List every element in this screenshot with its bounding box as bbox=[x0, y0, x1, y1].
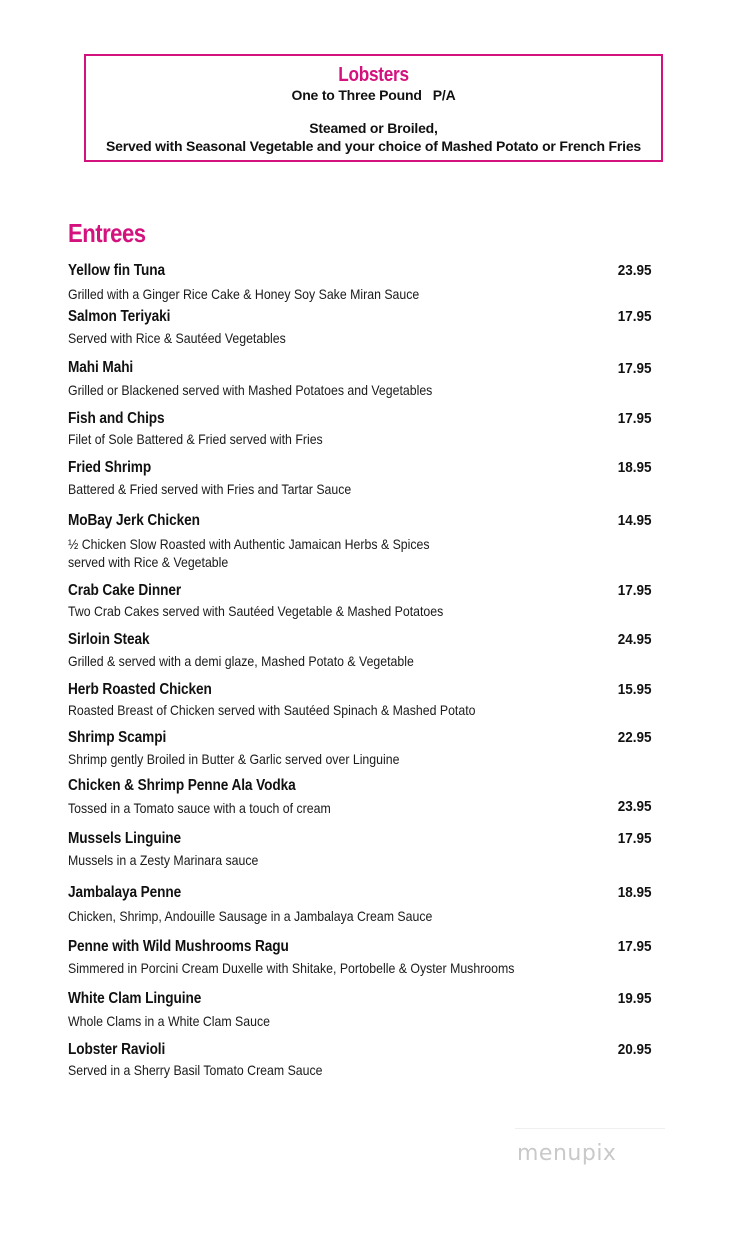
item-description: Grilled with a Ginger Rice Cake & Honey Soy Sake Miran Sauce bbox=[68, 286, 420, 302]
item-price: 17.95 bbox=[618, 830, 652, 847]
item-description: ½ Chicken Slow Roasted with Authentic Jamaican Herbs & Spices bbox=[68, 536, 430, 552]
item-description: Shrimp gently Broiled in Butter & Garlic served over Linguine bbox=[68, 751, 400, 767]
item-description: Filet of Sole Battered & Fried served with Fries bbox=[68, 431, 323, 447]
item-name: Mahi Mahi bbox=[68, 359, 134, 376]
item-price: 24.95 bbox=[618, 631, 652, 648]
item-description: Served in a Sherry Basil Tomato Cream Sauce bbox=[68, 1062, 323, 1078]
item-description: Tossed in a Tomato sauce with a touch of cream bbox=[68, 800, 331, 816]
lobster-special-box bbox=[84, 54, 663, 162]
item-description: Grilled or Blackened served with Mashed Potatoes and Vegetables bbox=[68, 382, 433, 398]
item-name: Fried Shrimp bbox=[68, 459, 152, 476]
item-description-line-2: served with Rice & Vegetable bbox=[68, 554, 229, 570]
item-name: White Clam Linguine bbox=[68, 990, 202, 1007]
item-price: 17.95 bbox=[618, 308, 652, 325]
item-price: 17.95 bbox=[618, 938, 652, 955]
lobster-title: Lobsters bbox=[338, 64, 409, 86]
item-description: Whole Clams in a White Clam Sauce bbox=[68, 1013, 270, 1029]
lobster-prep-line-1: Steamed or Broiled, bbox=[309, 120, 438, 136]
item-description: Battered & Fried served with Fries and Tartar Sauce bbox=[68, 481, 352, 497]
item-price: 19.95 bbox=[618, 990, 652, 1007]
item-price: 23.95 bbox=[618, 798, 652, 815]
item-price: 15.95 bbox=[618, 681, 652, 698]
item-price: 18.95 bbox=[618, 884, 652, 901]
item-price: 17.95 bbox=[618, 410, 652, 427]
item-name: Yellow fin Tuna bbox=[68, 262, 165, 279]
item-name: Salmon Teriyaki bbox=[68, 308, 171, 325]
item-description: Served with Rice & Sautéed Vegetables bbox=[68, 330, 286, 346]
item-name: Sirloin Steak bbox=[68, 631, 150, 648]
item-price: 14.95 bbox=[618, 512, 652, 529]
item-name: Shrimp Scampi bbox=[68, 729, 167, 746]
item-price: 18.95 bbox=[618, 459, 652, 476]
item-name: Penne with Wild Mushrooms Ragu bbox=[68, 938, 289, 955]
item-name: Herb Roasted Chicken bbox=[68, 681, 212, 698]
item-name: Crab Cake Dinner bbox=[68, 582, 182, 599]
lobster-subtitle: One to Three Pound P/A bbox=[291, 87, 456, 103]
item-name: MoBay Jerk Chicken bbox=[68, 512, 200, 529]
item-description: Grilled & served with a demi glaze, Mashed Potato & Vegetable bbox=[68, 653, 414, 669]
menupix-watermark bbox=[515, 1128, 665, 1171]
item-description: Mussels in a Zesty Marinara sauce bbox=[68, 852, 259, 868]
item-description: Roasted Breast of Chicken served with Sautéed Spinach & Mashed Potato bbox=[68, 702, 476, 718]
item-price: 17.95 bbox=[618, 360, 652, 377]
watermark-text: menupix bbox=[517, 1141, 617, 1166]
item-name: Jambalaya Penne bbox=[68, 884, 182, 901]
lobster-prep-line-2: Served with Seasonal Vegetable and your choice of Mashed Potato or French Fries bbox=[105, 138, 641, 154]
item-name: Mussels Linguine bbox=[68, 830, 182, 847]
item-name: Chicken & Shrimp Penne Ala Vodka bbox=[68, 777, 296, 794]
item-description: Two Crab Cakes served with Sautéed Vegetable & Mashed Potatoes bbox=[68, 603, 444, 619]
item-name: Fish and Chips bbox=[68, 410, 165, 427]
item-price: 23.95 bbox=[618, 262, 652, 279]
entrees-heading: Entrees bbox=[68, 218, 146, 248]
item-name: Lobster Ravioli bbox=[68, 1041, 166, 1058]
item-description: Chicken, Shrimp, Andouille Sausage in a Jambalaya Cream Sauce bbox=[68, 908, 433, 924]
item-description: Simmered in Porcini Cream Duxelle with Shitake, Portobelle & Oyster Mushrooms bbox=[68, 960, 515, 976]
item-price: 20.95 bbox=[618, 1041, 652, 1058]
item-price: 17.95 bbox=[618, 582, 652, 599]
item-price: 22.95 bbox=[618, 729, 652, 746]
